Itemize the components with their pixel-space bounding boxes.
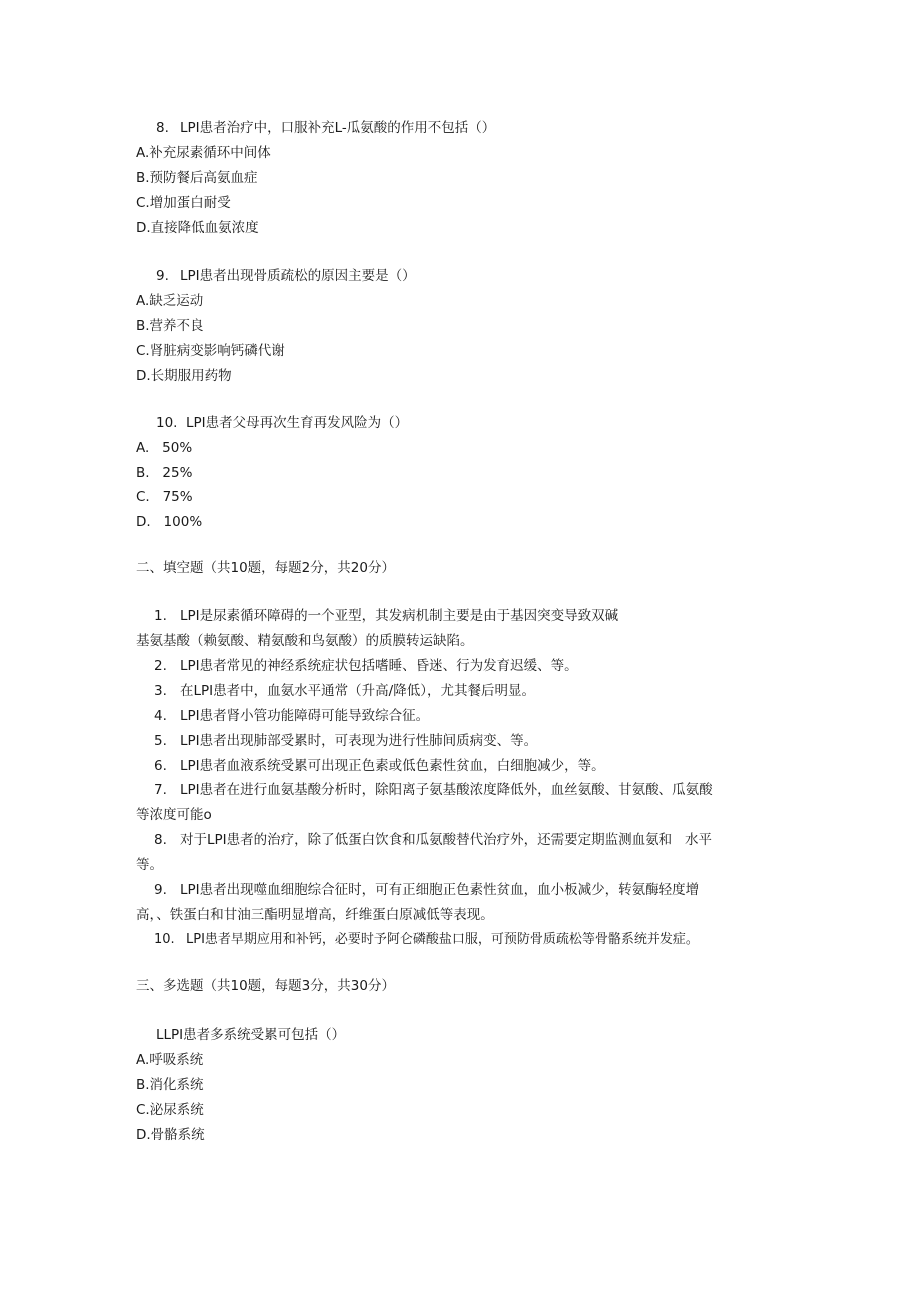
item-number: 2. [154,658,167,674]
question-number: 9. [156,268,169,284]
item-number: 5. [154,733,167,749]
fill-blank-item [154,781,713,799]
fill-blank-item [154,931,699,949]
fill-blank-item [154,732,537,750]
fill-blank-item [154,757,605,775]
item-number: 9. [154,882,167,898]
question-number: 10. [156,415,178,431]
item-text: LPI患者肾小管功能障碍可能导致综合征。 [180,708,430,724]
fill-blank-item [154,657,578,675]
section-heading: 二、填空题（共10题，每题2分，共20分） [136,560,395,576]
item-text: LPI患者血液系统受累可出现正色素或低色素性贫血，白细胞减少，等。 [180,758,605,774]
item-continuation: 等。 [136,857,163,873]
item-text: 对于LPI患者的治疗，除了低蛋白饮食和瓜氨酸替代治疗外，还需要定期监测血氨和 水平 [180,832,713,848]
question-stem [156,119,495,137]
item-number: 1. [154,608,167,624]
fill-blank-item [154,831,712,849]
item-continuation: 等浓度可能o [136,807,212,823]
option-b: B. 25% [136,465,193,481]
item-number: 4. [154,708,167,724]
item-text: 在LPI患者中，血氨水平通常（升高/降低），尤其餐后明显。 [180,683,535,699]
option-c: C. 75% [136,489,193,505]
option-c: C.肾脏病变影响钙磷代谢 [136,343,285,359]
option-d: D.骨骼系统 [136,1127,205,1143]
question-text: LPI患者出现骨质疏松的原因主要是（） [180,268,416,284]
item-text: LPI是尿素循环障碍的一个亚型，其发病机制主要是由于基因突变导致双碱 [180,608,619,624]
option-c: C.增加蛋白耐受 [136,195,231,211]
fill-blank-item [154,881,699,899]
question-stem [156,414,408,432]
option-a: A.补充尿素循环中间体 [136,145,271,161]
option-d: D.直接降低血氨浓度 [136,220,259,236]
option-a: A. 50% [136,440,193,456]
option-d: D. 100% [136,514,203,530]
question-stem [156,267,416,285]
option-b: B.营养不良 [136,318,204,334]
item-text: LPI患者常见的神经系统症状包括嗜睡、昏迷、行为发育迟缓、等。 [180,658,578,674]
option-b: B.消化系统 [136,1077,204,1093]
question-text: LPI患者治疗中，口服补充L-瓜氨酸的作用不包括（） [180,120,496,136]
item-continuation: 基氨基酸（赖氨酸、精氨酸和鸟氨酸）的质膜转运缺陷。 [136,633,474,649]
item-number: 3. [154,683,167,699]
item-text: LPI患者在进行血氨基酸分析时，除阳离子氨基酸浓度降低外，血丝氨酸、甘氨酸、瓜氨酸 [180,782,713,798]
item-text: LPI患者出现肺部受累时，可表现为进行性肺间质病变、等。 [180,733,538,749]
item-number: 8. [154,832,167,848]
item-number: 10. [154,932,175,947]
question-text: LPI患者父母再次生育再发风险为（） [186,415,409,431]
fill-blank-item [154,682,535,700]
section-heading: 三、多选题（共10题，每题3分，共30分） [136,978,395,994]
option-c: C.泌尿系统 [136,1102,204,1118]
item-continuation: 高，、铁蛋白和甘油三酯明显增高，纤维蛋白原减低等表现。 [136,907,494,923]
option-a: A.呼吸系统 [136,1052,204,1068]
item-number: 6. [154,758,167,774]
question-number: 8. [156,120,169,136]
question-stem: LLPI患者多系统受累可包括（） [156,1027,346,1043]
item-text: LPI患者出现噬血细胞综合征时，可有正细胞正色素性贫血，血小板减少，转氨酶轻度增 [180,882,700,898]
option-b: B.预防餐后高氨血症 [136,170,258,186]
fill-blank-item [154,707,429,725]
option-d: D.长期服用药物 [136,368,232,384]
fill-blank-item [154,607,618,625]
item-number: 7. [154,782,167,798]
option-a: A.缺乏运动 [136,293,204,309]
item-text: LPI患者早期应用和补钙，必要时予阿仑磷酸盐口服，可预防骨质疏松等骨骼系统并发症。 [186,932,699,947]
